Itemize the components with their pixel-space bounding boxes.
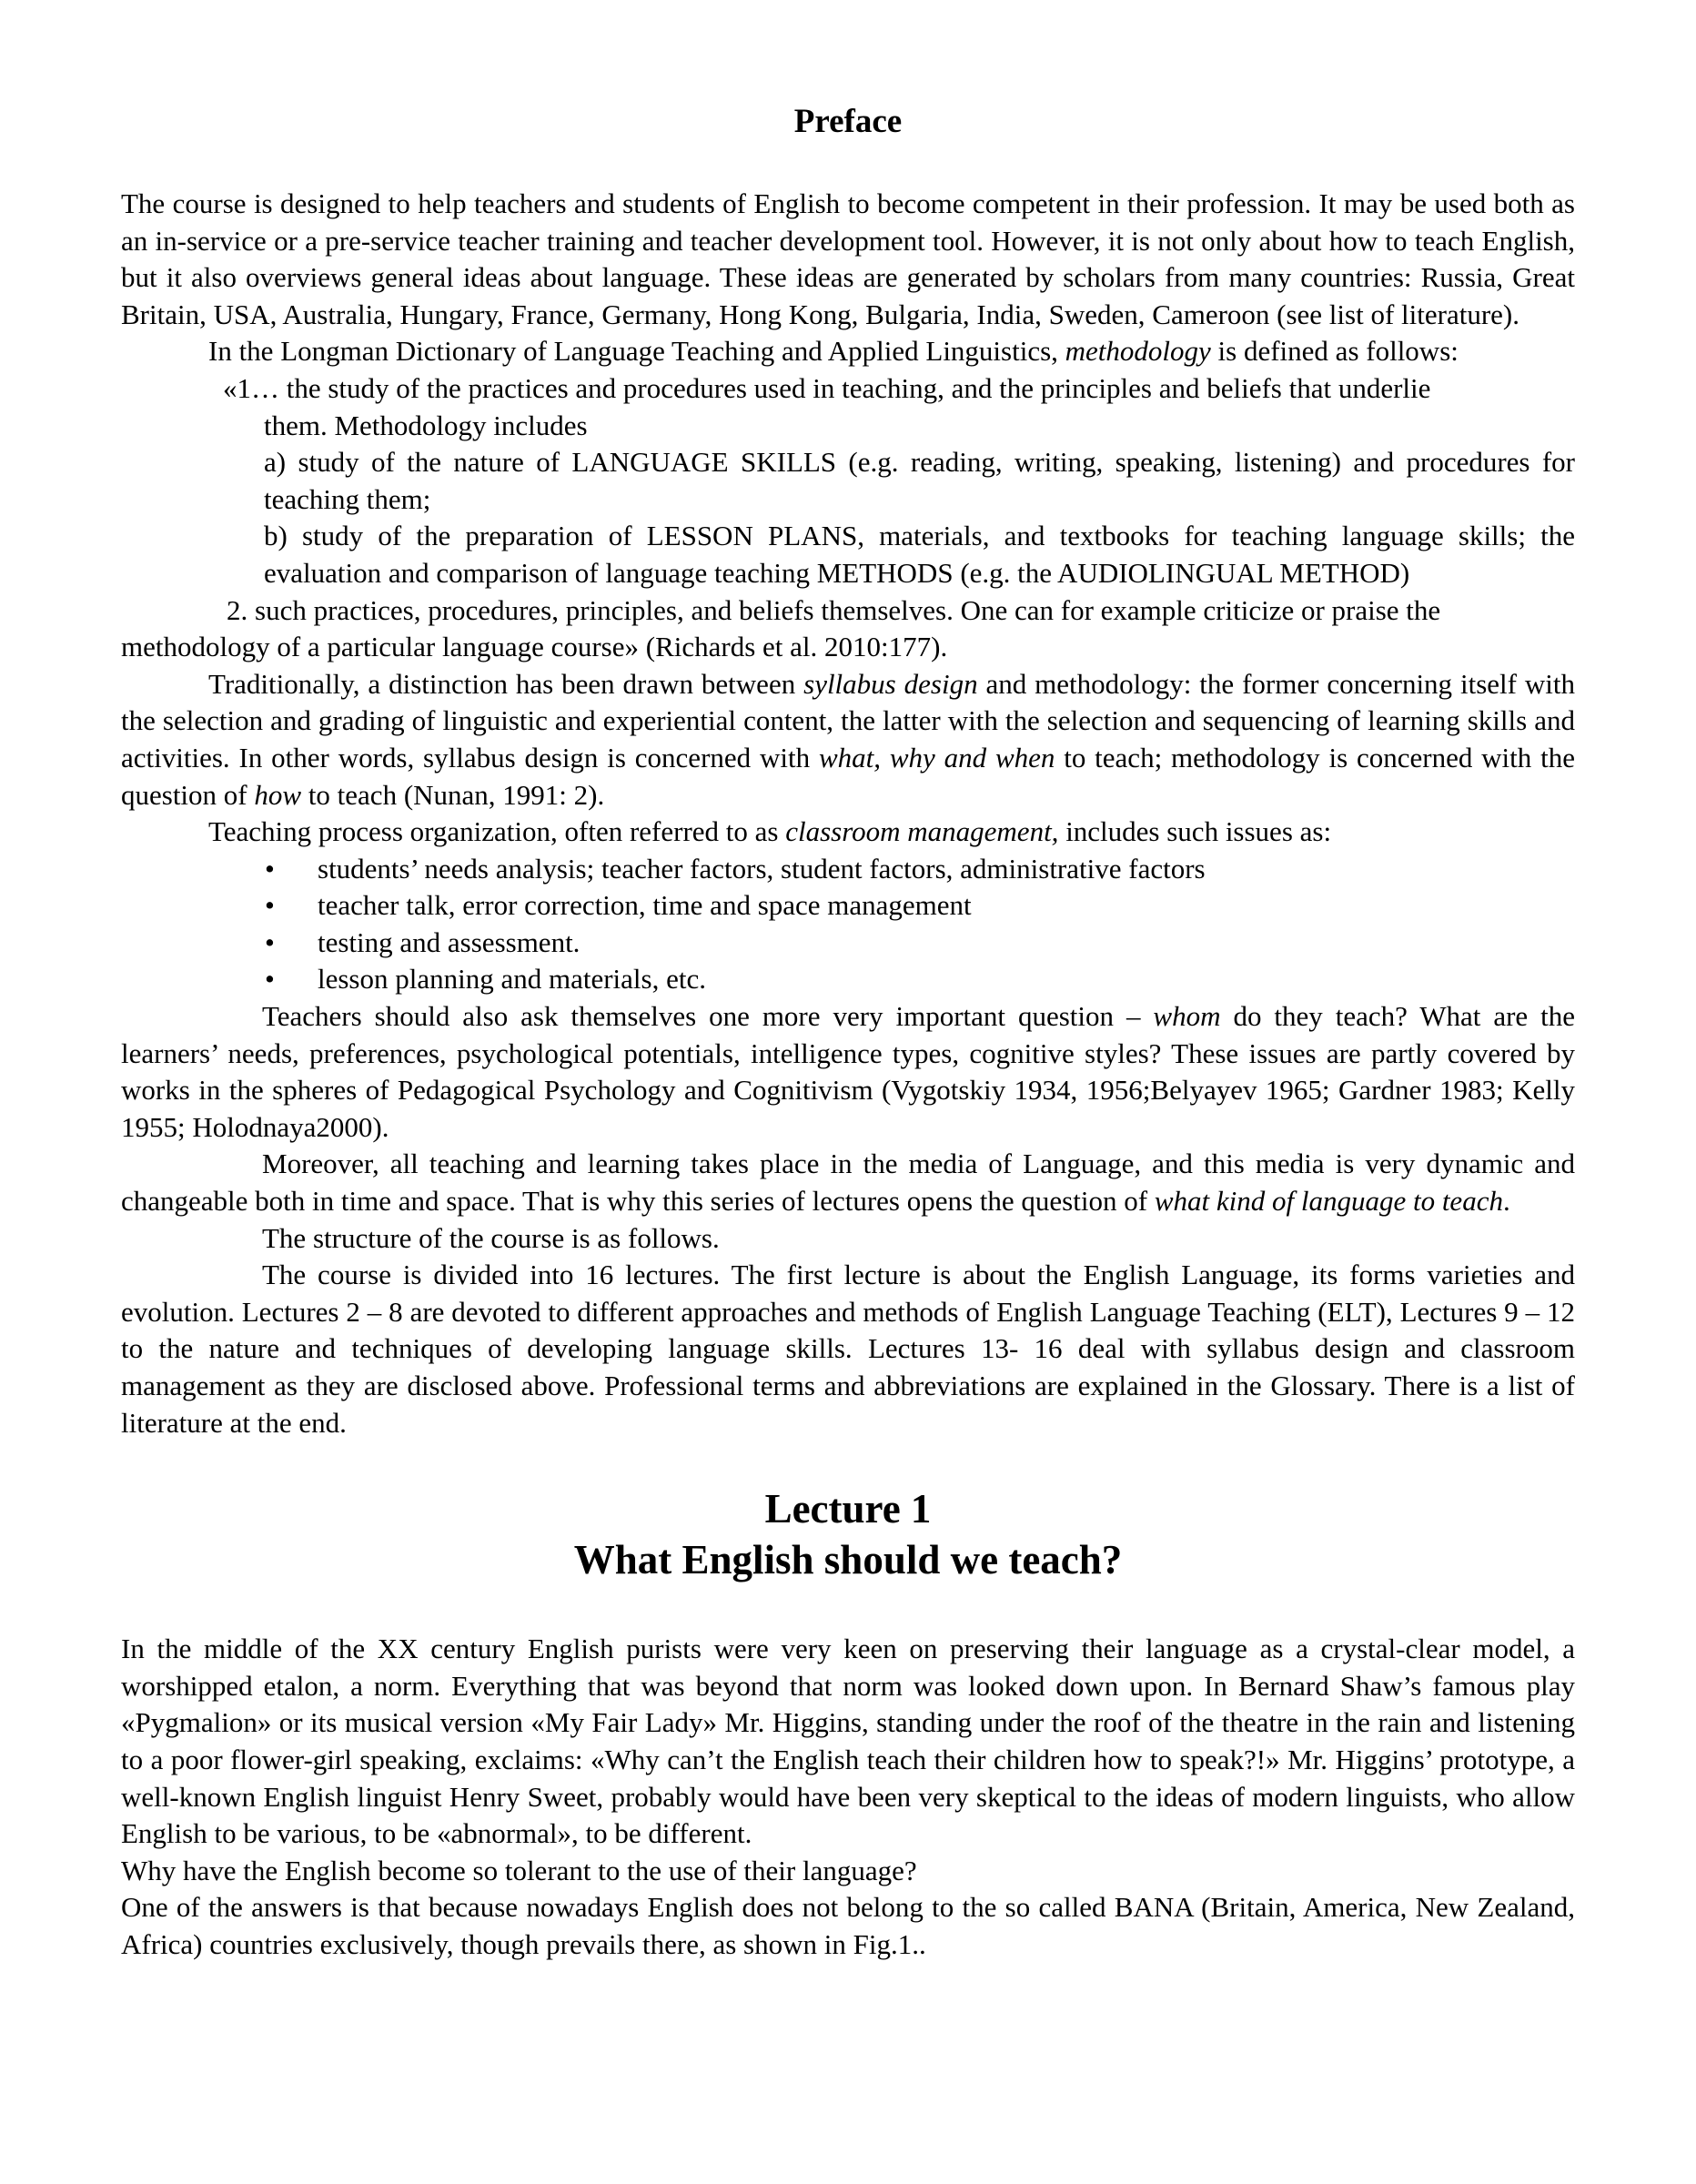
text-run: In the Longman Dictionary of Language Teaching and Applied Linguistics, <box>208 335 1065 368</box>
lecture-heading <box>121 1483 1575 1585</box>
lecture-paragraph-3: One of the answers is that because nowadays English does not belong to the so called BANA (Britain, America, New Zealand, Africa) countries exclusively, though prevails there, as shown in Fig.1.. <box>121 1891 1575 1960</box>
lecture-title: What English should we teach? <box>573 1537 1123 1583</box>
text-run: do they teach? What are the learners’ needs, preferences, psychological potentials, intelligence types, cognitive styles? These issues are partly covered by works in the spheres of Pedagogical Psychology and Cognitivism (Vygotskiy 1934, 1956;Belyayev 1965; Gardner 1983; Kelly 1955; Holodnaya2000). <box>121 1000 1575 1143</box>
term-what-kind-of-language: what kind of language to teach <box>1154 1185 1503 1218</box>
term-whom: whom <box>1153 1000 1221 1033</box>
bullet-icon: • <box>265 889 275 922</box>
text-run: is defined as follows: <box>1210 335 1459 368</box>
text-run: and methodology: the former concerning itself with the selection and grading of linguistic and experiential content, the latter with the selection and sequencing of learning skills and activities. In other words, syllabus design is concerned with <box>121 667 1575 774</box>
list-item <box>121 925 1575 962</box>
term-classroom-management: classroom management, <box>785 815 1059 848</box>
text-run: Teachers should also ask themselves one more very important question – <box>262 1000 1154 1033</box>
list-item-text: testing and assessment. <box>318 925 580 958</box>
term-methodology: methodology <box>1065 335 1211 368</box>
preface-paragraph-7: The structure of the course is as follows. <box>262 1221 720 1254</box>
text-run: to teach; methodology is concerned with the question of <box>121 741 1575 811</box>
text-run: Teaching process organization, often referred to as <box>208 815 786 848</box>
bullet-icon: • <box>265 963 275 996</box>
list-item-text: students’ needs analysis; teacher factors, student factors, administrative factors <box>318 852 1206 885</box>
list-item <box>121 887 1575 925</box>
term-what-why-when: what, why and when <box>818 741 1055 774</box>
document-page <box>121 102 1575 1964</box>
term-syllabus-design: syllabus design <box>803 667 978 700</box>
bullet-icon: • <box>265 852 275 885</box>
issues-list <box>121 851 1575 998</box>
quote-line-1-cont: them. Methodology includes <box>264 409 588 441</box>
preface-paragraph-8: The course is divided into 16 lectures. The first lecture is about the English Language, its forms varieties and evolution. Lectures 2 – 8 are devoted to different approaches and methods of English Language Teaching (ELT), Lectures 9 – 12 to the nature and techniques of developing language skills. Lectures 13- 16 deal with syllabus design and classroom management as they are disclosed above. Professional terms and abbreviations are explained in the Glossary. There is a list of literature at the end. <box>121 1259 1575 1439</box>
preface-paragraph-6 <box>121 1146 1575 1219</box>
preface-paragraph-2 <box>121 333 1575 370</box>
list-item <box>121 961 1575 998</box>
quote-line-1: «1… the study of the practices and procedures used in teaching, and the principles and beliefs that underlie <box>223 371 1431 404</box>
preface-paragraph-1: The course is designed to help teachers and students of English to become competent in their profession. It may be used both as an in-service or a pre-service teacher training and teacher development tool. However, it is not only about how to teach English, but it also overviews general ideas about language. These ideas are generated by scholars from many countries: Russia, Great Britain, USA, Australia, Hungary, France, Germany, Hong Kong, Bulgaria, India, Sweden, Cameroon (see list of literature). <box>121 187 1575 330</box>
lecture-paragraph-2: Why have the English become so tolerant to the use of their language? <box>121 1854 917 1886</box>
quote-item-2: 2. such practices, procedures, principles, and beliefs themselves. One can for example criticize or praise the <box>227 593 1441 626</box>
quote-item-2-cont: methodology of a particular language course» (Richards et al. 2010:177). <box>121 631 948 663</box>
list-item <box>121 851 1575 888</box>
text-run: includes such issues as: <box>1058 815 1332 848</box>
lecture-paragraph-1: In the middle of the XX century English purists were very keen on preserving their language as a crystal-clear model, a worshipped etalon, a norm. Everything that was beyond that norm was looked down upon. In Bernard Shaw’s famous play «Pygmalion» or its musical version «My Fair Lady» Mr. Higgins, standing under the roof of the theatre in the rain and listening to a poor flower-girl speaking, exclaims: «Why can’t the English teach their children how to speak?!» Mr. Higgins’ prototype, a well-known English linguist Henry Sweet, probably would have been very skeptical to the ideas of modern linguists, who allow English to be various, to be «abnormal», to be different. <box>121 1633 1575 1850</box>
term-how: how <box>254 778 302 811</box>
text-run: Traditionally, a distinction has been drawn between <box>208 667 804 700</box>
text-run: Moreover, all teaching and learning takes place in the media of Language, and this media is very dynamic and changeable both in time and space. That is why this series of lectures opens the question of <box>121 1148 1575 1218</box>
preface-title: Preface <box>793 103 903 140</box>
quote-item-a: a) study of the nature of LANGUAGE SKILLS (e.g. reading, writing, speaking, listening) and procedures for teaching them; <box>264 446 1575 515</box>
quote-item-b: b) study of the preparation of LESSON PLANS, materials, and textbooks for teaching language skills; the evaluation and comparison of language teaching METHODS (e.g. the AUDIOLINGUAL METHOD) <box>264 520 1575 589</box>
list-item-text: lesson planning and materials, etc. <box>318 963 706 996</box>
list-item-text: teacher talk, error correction, time and space management <box>318 889 972 922</box>
text-run: . <box>1502 1185 1510 1218</box>
preface-paragraph-5 <box>121 998 1575 1146</box>
lecture-number: Lecture 1 <box>764 1486 932 1532</box>
preface-paragraph-3 <box>121 666 1575 814</box>
text-run: to teach (Nunan, 1991: 2). <box>301 778 605 811</box>
preface-paragraph-4 <box>121 814 1575 851</box>
bullet-icon: • <box>265 925 275 958</box>
